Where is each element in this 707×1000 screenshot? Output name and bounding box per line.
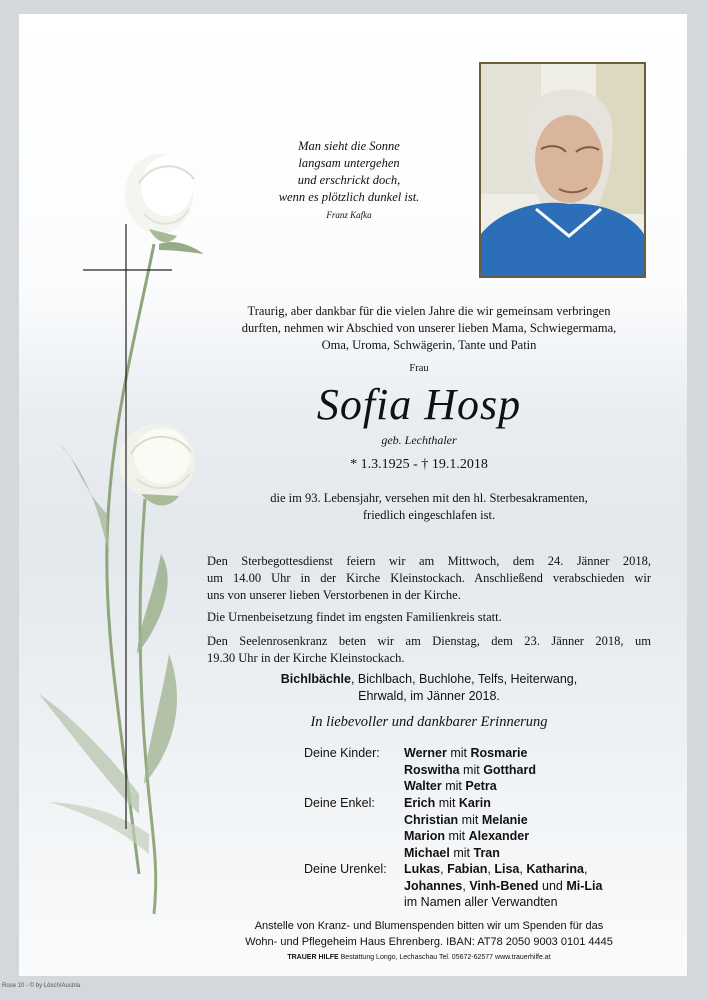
places [239, 671, 619, 705]
rosary-line: 19.30 Uhr in der Kirche Kleinstockach. [207, 651, 405, 665]
death-text-line: die im 93. Lebensjahr, versehen mit den hl. Sterbesakramenten, [270, 491, 588, 505]
family-entry: Johannes, Vinh-Bened und Mi-Lia [404, 878, 603, 893]
life-dates: * 1.3.1925 - † 19.1.2018 [350, 457, 488, 472]
family-name: Karin [458, 796, 491, 810]
family-name: Erich [404, 796, 436, 810]
copyright: Rose 10 - © by Lösch/Austria [2, 983, 81, 989]
family-name: Lukas [404, 862, 441, 876]
quote-line: Man sieht die Sonne [298, 139, 400, 153]
intro-line: durften, nehmen wir Abschied von unserer lieben Mama, Schwiegermama, [241, 321, 617, 335]
quote-line: wenn es plötzlich dunkel ist. [278, 190, 420, 204]
children-list [404, 745, 536, 795]
funeral-home-brand: TRAUER HILFE [287, 954, 339, 961]
family-name: Werner [404, 746, 447, 760]
family-entry [404, 828, 529, 845]
portrait-photo [479, 62, 646, 278]
leaf [59, 444, 109, 554]
grandchildren-label: Deine Enkel: [304, 796, 375, 810]
rosary-line: Den Seelenrosenkranz beten wir am Dienstag, dem 23. Jänner 2018, um [207, 634, 651, 648]
family-entry: Lukas, Fabian, Lisa, Katharina, [404, 862, 588, 876]
family-name: Fabian [447, 862, 488, 876]
obituary-card [19, 14, 687, 976]
family-entry [404, 845, 529, 862]
death-text [199, 490, 659, 524]
quote [219, 138, 479, 224]
intro-line: Oma, Uroma, Schwägerin, Tante und Patin [321, 338, 537, 352]
donation-note [199, 918, 659, 950]
connector-text: mit [450, 746, 467, 760]
places-line-2: Ehrwald, im Jänner 2018. [358, 689, 500, 703]
family-name: Rosmarie [470, 746, 528, 760]
donation-line: Wohn- und Pflegeheim Haus Ehrenberg. IBAN: AT78 2050 9003 0101 4445 [245, 936, 613, 948]
relatives-line: im Namen aller Verwandten [404, 895, 558, 909]
family-name: Marion [404, 829, 445, 843]
intro-text [199, 303, 659, 354]
white-rose-top [125, 154, 194, 242]
funeral-line: uns von unserer lieben Verstorbenen in der Kirche. [207, 588, 461, 602]
family-name: Tran [473, 845, 500, 860]
rosary-announcement [207, 633, 651, 667]
memory-line: In liebevoller und dankbarer Erinnerung [310, 714, 548, 730]
funeral-line: um 14.00 Uhr in der Kirche Kleinstockach. Anschließend verabschieden wir [207, 571, 651, 585]
connector-text: mit [448, 829, 466, 843]
quote-line: langsam untergehen [298, 156, 400, 170]
white-rose-middle [119, 424, 195, 506]
family-name: Lisa [494, 862, 520, 876]
family-name: Alexander [468, 829, 530, 843]
family-name: Michael [404, 845, 450, 860]
family-name: Johannes [404, 878, 463, 893]
funeral-home-footer [179, 954, 659, 961]
connector-text: mit [461, 812, 479, 827]
quote-line: und erschrickt doch, [297, 173, 401, 187]
birth-name: geb. Lechthaler [381, 433, 457, 447]
leaf [144, 654, 177, 784]
family-entry [404, 745, 536, 762]
portrait-image [481, 64, 644, 276]
family-entry [404, 812, 529, 829]
connector-text: mit [438, 796, 456, 810]
family-name: Roswitha [404, 762, 460, 777]
connector-text: und [542, 878, 563, 893]
family-name: Vinh-Bened [469, 878, 539, 893]
salutation: Frau [409, 363, 429, 374]
funeral-line: Den Sterbegottesdienst feiern wir am Mittwoch, dem 24. Jänner 2018, [207, 554, 651, 568]
connector-text: mit [453, 845, 471, 860]
family-name: Petra [465, 779, 497, 793]
places-rest: , Bichlbach, Buchlohe, Telfs, Heiterwang, [350, 672, 578, 686]
family-name: Melanie [481, 812, 528, 827]
deceased-name: Sofia Hosp [316, 380, 522, 429]
quote-author: Franz Kafka [326, 210, 372, 220]
family-name: Walter [404, 779, 442, 793]
children-label: Deine Kinder: [304, 746, 380, 760]
family-name: Christian [404, 812, 459, 827]
family-entry [404, 778, 536, 795]
places-bold: Bichlbächle [280, 672, 351, 686]
family-name: Katharina [526, 862, 584, 876]
family-entry [404, 795, 529, 812]
funeral-home-text: Bestattung Longo, Lechaschau Tel. 05672-62577 www.trauerhilfe.at [338, 954, 551, 961]
urn-announcement: Die Urnenbeisetzung findet im engsten Familienkreis statt. [207, 610, 502, 624]
family-name: Mi-Lia [566, 878, 603, 893]
donation-line: Anstelle von Kranz- und Blumenspenden bitten wir um Spenden für das [254, 920, 604, 932]
connector-text: mit [445, 779, 462, 793]
intro-line: Traurig, aber dankbar für die vielen Jahre die wir gemeinsam verbringen [247, 304, 611, 318]
death-text-line: friedlich eingeschlafen ist. [362, 508, 496, 522]
family-name: Gotthard [483, 762, 536, 777]
greatgrandchildren-list [404, 861, 602, 911]
connector-text: mit [463, 762, 480, 777]
family-entry [404, 762, 536, 779]
places-line-1 [239, 671, 619, 688]
leaf [159, 242, 204, 254]
greatgrandchildren-label: Deine Urenkel: [304, 862, 387, 876]
grandchildren-list [404, 795, 529, 861]
